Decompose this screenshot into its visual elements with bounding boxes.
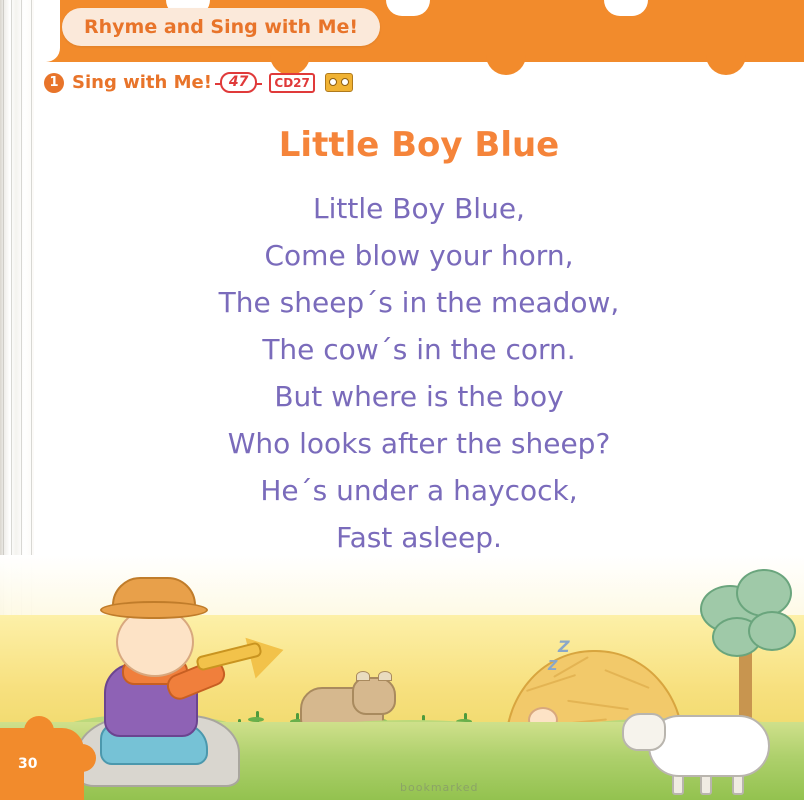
poem-line: But where is the boy xyxy=(274,380,564,413)
poem-line: Come blow your horn, xyxy=(264,239,574,272)
activity-number: 1 xyxy=(44,73,64,93)
poem-line: Little Boy Blue, xyxy=(313,192,525,225)
poem-line: He´s under a haycock, xyxy=(260,474,578,507)
audio-track-badge: 47 xyxy=(220,72,257,93)
horn-icon xyxy=(196,631,288,675)
watermark: bookmarked xyxy=(400,781,479,794)
illustration xyxy=(0,555,804,800)
cassette-icon xyxy=(325,73,353,92)
sheep-head xyxy=(622,713,666,751)
unit-title-text: Rhyme and Sing with Me! xyxy=(84,16,359,38)
poem-line: Who looks after the sheep? xyxy=(227,427,611,460)
poem-line: Fast asleep. xyxy=(336,521,502,554)
page-corner xyxy=(0,728,84,800)
zzz-icon: Z xyxy=(548,659,558,674)
poem-title: Little Boy Blue xyxy=(278,125,560,165)
sheep-icon xyxy=(648,715,770,777)
poem-line: The sheep´s in the meadow, xyxy=(218,286,620,319)
poem-body xyxy=(34,185,804,561)
unit-title-tab xyxy=(62,8,380,46)
poem-line: The cow´s in the corn. xyxy=(262,333,576,366)
activity-header xyxy=(44,72,353,93)
boy-hat-brim xyxy=(100,601,208,619)
zzz-icon: Z xyxy=(558,637,570,656)
cow-head xyxy=(352,677,396,715)
cd-badge: CD27 xyxy=(269,73,314,93)
page-number: 30 xyxy=(18,756,38,772)
activity-title: Sing with Me! xyxy=(72,72,212,93)
